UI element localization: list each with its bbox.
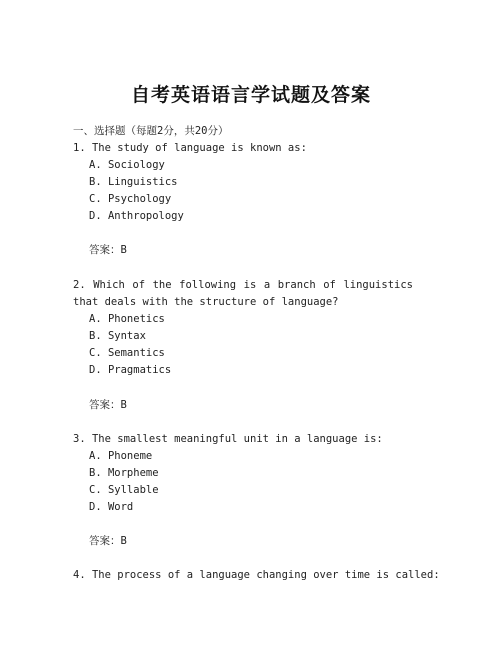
question-3-option-c: C. Syllable (89, 484, 159, 496)
question-1-option-a: A. Sociology (89, 159, 165, 171)
question-1-answer: 答案：B (89, 244, 127, 256)
section-heading: 一、选择题（每题2分，共20分） (73, 125, 229, 137)
question-3-option-a: A. Phoneme (89, 450, 153, 462)
question-2-option-d: D. Pragmatics (89, 364, 172, 376)
question-2-option-a: A. Phonetics (89, 313, 165, 325)
question-2-option-b: B. Syntax (89, 330, 146, 342)
question-1-option-c: C. Psychology (89, 193, 172, 205)
question-3: 3. The smallest meaningful unit in a language is: (73, 433, 383, 445)
page-title: 自考英语语言学试题及答案 (130, 84, 371, 106)
question-2: 2. Which of the following is a branch of linguistics that deals with the structure of language? (73, 279, 413, 308)
question-2-answer: 答案：B (89, 399, 127, 411)
question-2-option-c: C. Semantics (89, 347, 165, 359)
question-1: 1. The study of language is known as: (73, 142, 307, 154)
question-1-option-d: D. Anthropology (89, 210, 184, 222)
question-3-option-b: B. Morpheme (89, 467, 159, 479)
question-3-option-d: D. Word (89, 501, 134, 513)
question-4: 4. The process of a language changing over time is called: (73, 569, 440, 581)
question-3-answer: 答案：B (89, 535, 127, 547)
question-1-option-b: B. Linguistics (89, 176, 178, 188)
